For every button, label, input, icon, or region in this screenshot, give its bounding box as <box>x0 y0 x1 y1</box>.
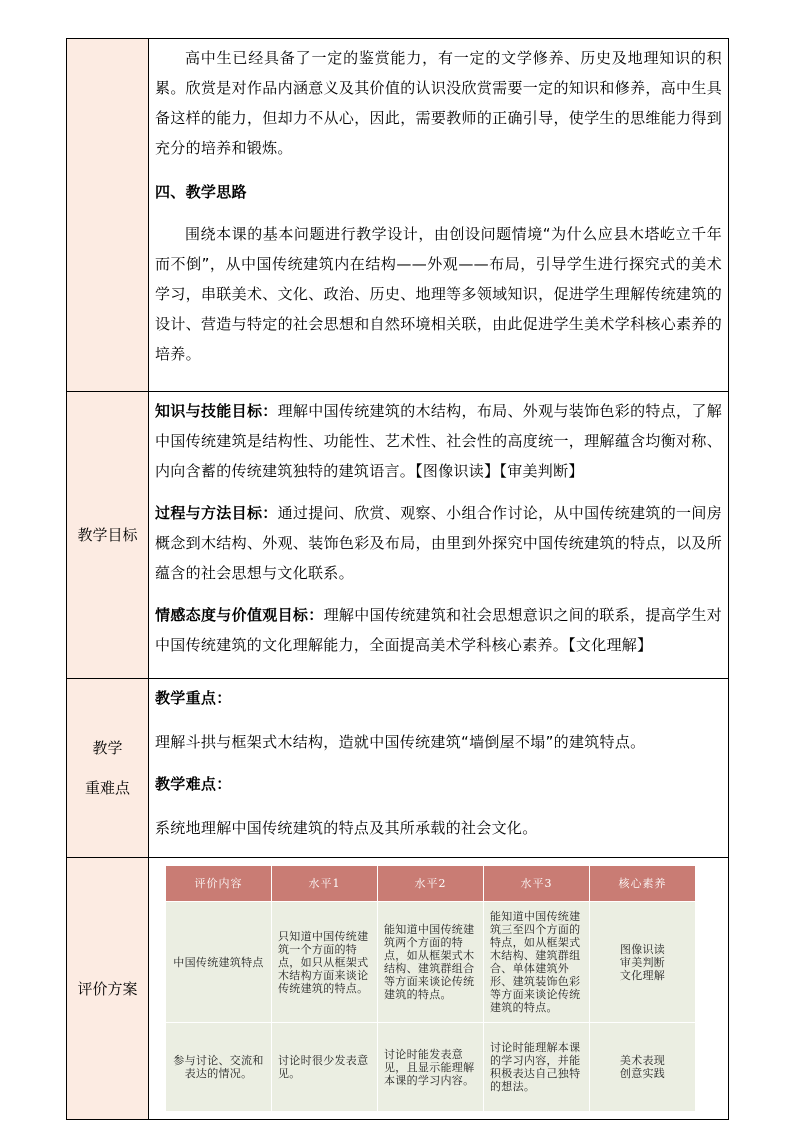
lesson-plan-table <box>66 38 729 1120</box>
row1-literacy <box>590 902 696 1023</box>
teaching-approach-paragraph: 围绕本课的基本问题进行教学设计，由创设问题情境“为什么应县木塔屹立千年而不倒”，从中国传统建筑内在结构——外观——布局，引导学生进行探究式的美术学习，串联美术、文化、政治、历史、地理等多领域知识，促进学生理解传统建筑的设计、营造与特定的社会思想和自然环境相关联，由此促进学生美术学科核心素养的培养。 <box>155 225 722 363</box>
teaching-focus-text: 理解斗拱与框架式木结构，造就中国传统建筑“墙倒屋不塌”的建筑特点。 <box>155 733 646 751</box>
process-method-goal <box>155 498 722 588</box>
row2-literacy <box>590 1023 696 1111</box>
intro-label-cell <box>67 39 149 392</box>
row1-level1: 只知道中国传统建筑一个方面的特点，如只从框架式木结构方面来谈论传统建筑的特点。 <box>272 902 378 1023</box>
goals-content-cell <box>149 392 729 679</box>
row1-literacy-line2: 审美判断 <box>619 955 666 969</box>
keypoints-content-cell <box>149 679 729 858</box>
row1-literacy-line1: 图像识读 <box>619 942 666 956</box>
header-level-2: 水平2 <box>378 866 484 902</box>
row1-content: 中国传统建筑特点 <box>166 902 272 1023</box>
row2-level3: 讨论时能理解本课的学习内容，并能积极表达自己独特的想法。 <box>484 1023 590 1111</box>
evaluation-row <box>67 858 729 1120</box>
evaluation-content-cell <box>149 858 729 1120</box>
row2-content: 参与讨论、交流和表达的情况。 <box>166 1023 272 1111</box>
intro-row <box>67 39 729 392</box>
header-core-literacy: 核心素养 <box>590 866 696 902</box>
row2-level1: 讨论时很少发表意见。 <box>272 1023 378 1111</box>
row2-level2: 讨论时能发表意见，且显示能理解本课的学习内容。 <box>378 1023 484 1111</box>
keypoints-label-line2: 重难点 <box>84 779 130 797</box>
evaluation-table <box>166 866 696 1111</box>
knowledge-skill-goal-title: 知识与技能目标： <box>155 402 278 420</box>
row2-literacy-line2: 创意实践 <box>619 1067 666 1080</box>
goals-row <box>67 392 729 679</box>
spacer <box>155 588 722 600</box>
emotion-value-goal-text: 理解中国传统建筑和社会思想意识之间的联系，提高学生对中国传统建筑的文化理解能力，全面提高美术学科核心素养。【文化理解】 <box>155 606 722 654</box>
keypoints-label <box>67 679 149 858</box>
table-row <box>166 902 696 1023</box>
table-row <box>166 1023 696 1111</box>
intro-content-cell <box>149 39 729 392</box>
emotion-value-goal <box>155 600 722 660</box>
teaching-difficulty-text: 系统地理解中国传统建筑的特点及其所承载的社会文化。 <box>155 819 538 837</box>
teaching-difficulty-title: 教学难点： <box>155 775 232 793</box>
header-level-1: 水平1 <box>272 866 378 902</box>
header-level-3: 水平3 <box>484 866 590 902</box>
evaluation-label: 评价方案 <box>67 858 149 1120</box>
keypoints-label-line1: 教学 <box>92 739 123 757</box>
process-method-goal-text: 通过提问、欣赏、观察、小组合作讨论，从中国传统建筑的一间房概念到木结构、外观、装饰色彩及布局，由里到外探究中国传统建筑的特点，以及所蕴含的社会思想与文化联系。 <box>155 504 723 582</box>
evaluation-header-row <box>166 866 696 902</box>
row1-level3: 能知道中国传统建筑三至四个方面的特点，如从框架式木结构、建筑群组合、单体建筑外形、建筑装饰色彩等方面来谈论传统建筑的特点。 <box>484 902 590 1023</box>
knowledge-skill-goal-text: 理解中国传统建筑的木结构，布局、外观与装饰色彩的特点，了解中国传统建筑是结构性、功能性、艺术性、社会性的高度统一，理解蕴含均衡对称、内向含蓄的传统建筑独特的建筑语言。【图像识读】【审美判断】 <box>155 402 723 480</box>
row2-literacy-line1: 美术表现 <box>619 1054 666 1067</box>
header-evaluation-content: 评价内容 <box>166 866 272 902</box>
knowledge-skill-goal <box>155 396 722 486</box>
teaching-focus-title: 教学重点： <box>155 689 232 707</box>
goals-label: 教学目标 <box>67 392 149 679</box>
row1-level2: 能知道中国传统建筑两个方面的特点，如从框架式木结构、建筑群组合等方面来谈论传统建筑的特点。 <box>378 902 484 1023</box>
process-method-goal-title: 过程与方法目标： <box>155 504 278 522</box>
row1-literacy-line3: 文化理解 <box>619 968 666 982</box>
spacer <box>155 486 722 498</box>
teaching-approach-heading: 四、教学思路 <box>155 183 247 201</box>
emotion-value-goal-title: 情感态度与价值观目标： <box>155 606 324 624</box>
student-analysis-paragraph: 高中生已经具备了一定的鉴赏能力，有一定的文学修养、历史及地理知识的积累。欣赏是对作品内涵意义及其价值的认识没欣赏需要一定的知识和修养，高中生具备这样的能力，但却力不从心，因此，需要教师的正确引导，使学生的思维能力得到充分的培养和锻炼。 <box>155 49 722 157</box>
keypoints-row <box>67 679 729 858</box>
